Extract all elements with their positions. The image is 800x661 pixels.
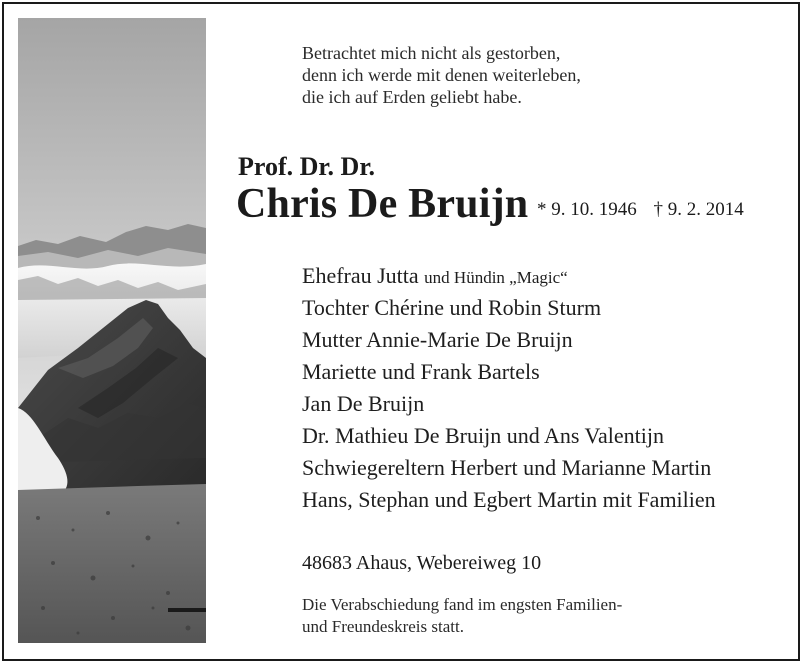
mourners-list <box>302 260 716 516</box>
mourner-line: Dr. Mathieu De Bruijn und Ans Valentijn <box>302 423 664 448</box>
life-dates <box>537 198 756 222</box>
mourner-note: und Hündin „Magic“ <box>424 268 568 287</box>
mountain-landscape-photo <box>18 18 206 643</box>
mourner-line <box>302 260 716 292</box>
quote-line: die ich auf Erden geliebt habe. <box>302 87 522 107</box>
mourner-name: Ehefrau Jutta <box>302 263 419 288</box>
notice-line: und Freundeskreis statt. <box>302 617 464 636</box>
family-address: 48683 Ahaus, Webereiweg 10 <box>302 552 542 574</box>
quote-line: denn ich werde mit denen weiterleben, <box>302 65 581 85</box>
mourner-line: Jan De Bruijn <box>302 391 425 416</box>
death-date: † 9. 2. 2014 <box>653 199 744 220</box>
mourner-line: Tochter Chérine und Robin Sturm <box>302 295 602 320</box>
funeral-notice <box>302 594 622 638</box>
academic-title: Prof. Dr. Dr. <box>238 152 375 181</box>
birth-date: * 9. 10. 1946 <box>537 199 637 220</box>
deceased-name: Chris De Bruijn <box>236 181 529 227</box>
quote-line: Betrachtet mich nicht als gestorben, <box>302 43 561 63</box>
mourner-line: Mutter Annie-Marie De Bruijn <box>302 327 573 352</box>
memorial-quote <box>302 42 581 108</box>
mourner-line: Hans, Stephan und Egbert Martin mit Familien <box>302 487 716 512</box>
notice-line: Die Verabschiedung fand im engsten Familien- <box>302 595 623 614</box>
mourner-line: Mariette und Frank Bartels <box>302 359 540 384</box>
mourner-line: Schwiegereltern Herbert und Marianne Martin <box>302 455 712 480</box>
